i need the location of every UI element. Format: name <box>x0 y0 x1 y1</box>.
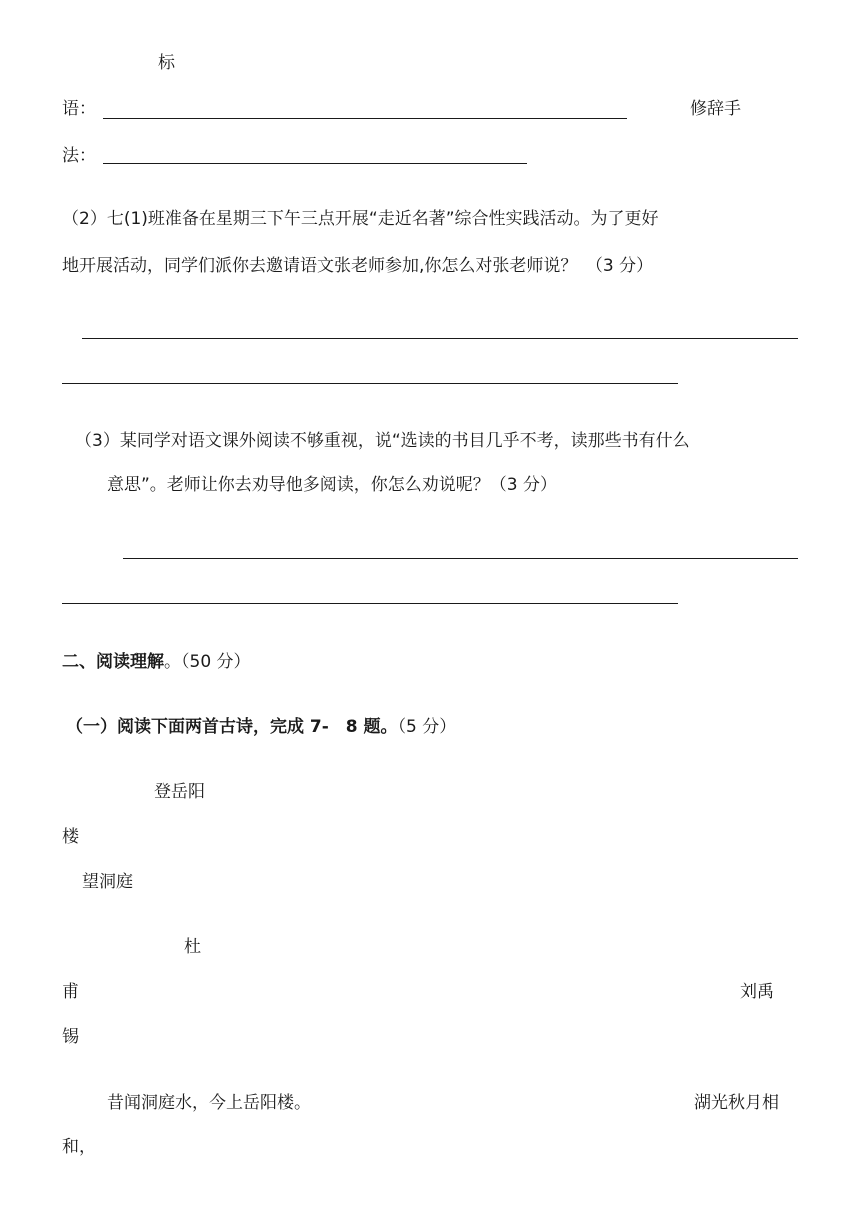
poem-2-author-part-1: 刘禹 <box>740 982 774 1002</box>
slogan-label: 语： <box>62 99 96 119</box>
part-1-title: （一）阅读下面两首古诗，完成 7- 8 题。 <box>66 717 398 737</box>
poem-1-author-part-2: 甫 <box>62 982 79 1002</box>
part-1-score: （5 分） <box>397 717 457 737</box>
question-3-line-2: 意思”。老师让你去劝导他多阅读，你怎么劝说呢？（3 分） <box>107 475 558 495</box>
question-3-answer-line-1[interactable] <box>123 558 798 559</box>
slogan-label-char: 标 <box>158 53 175 73</box>
section-2-score: 。（50 分） <box>164 652 251 672</box>
question-3-answer-line-2[interactable] <box>62 603 678 604</box>
section-2-heading <box>62 651 251 673</box>
question-2-answer-line-2[interactable] <box>62 383 678 384</box>
poem-1-line-1: 昔闻洞庭水，今上岳阳楼。 <box>107 1093 311 1113</box>
poem-2-line-1-part-1: 湖光秋月相 <box>694 1093 779 1113</box>
slogan-answer-line[interactable] <box>103 118 627 119</box>
poem-1-title-part-1: 登岳阳 <box>154 782 205 802</box>
poem-2-author-part-2: 锡 <box>62 1027 79 1047</box>
poem-2-title: 望洞庭 <box>82 872 133 892</box>
poem-1-title-part-2: 楼 <box>62 827 79 847</box>
question-2-line-2: 地开展活动，同学们派你去邀请语文张老师参加,你怎么对张老师说？ （3 分） <box>62 256 654 276</box>
poem-1-author-part-1: 杜 <box>184 937 201 957</box>
question-2-line-1: （2）七(1)班准备在星期三下午三点开展“走近名著”综合性实践活动。为了更好 <box>62 209 659 229</box>
question-2-answer-line-1[interactable] <box>82 338 798 339</box>
section-2-title: 二、阅读理解 <box>62 652 164 672</box>
rhetoric-answer-line[interactable] <box>103 163 527 164</box>
poem-2-line-1-part-2: 和， <box>62 1137 96 1157</box>
part-1-heading <box>66 716 456 738</box>
question-3-line-1: （3）某同学对语文课外阅读不够重视，说“选读的书目几乎不考，读那些书有什么 <box>75 431 690 451</box>
rhetoric-label: 法： <box>62 146 96 166</box>
rhetoric-label-part: 修辞手 <box>690 99 741 119</box>
